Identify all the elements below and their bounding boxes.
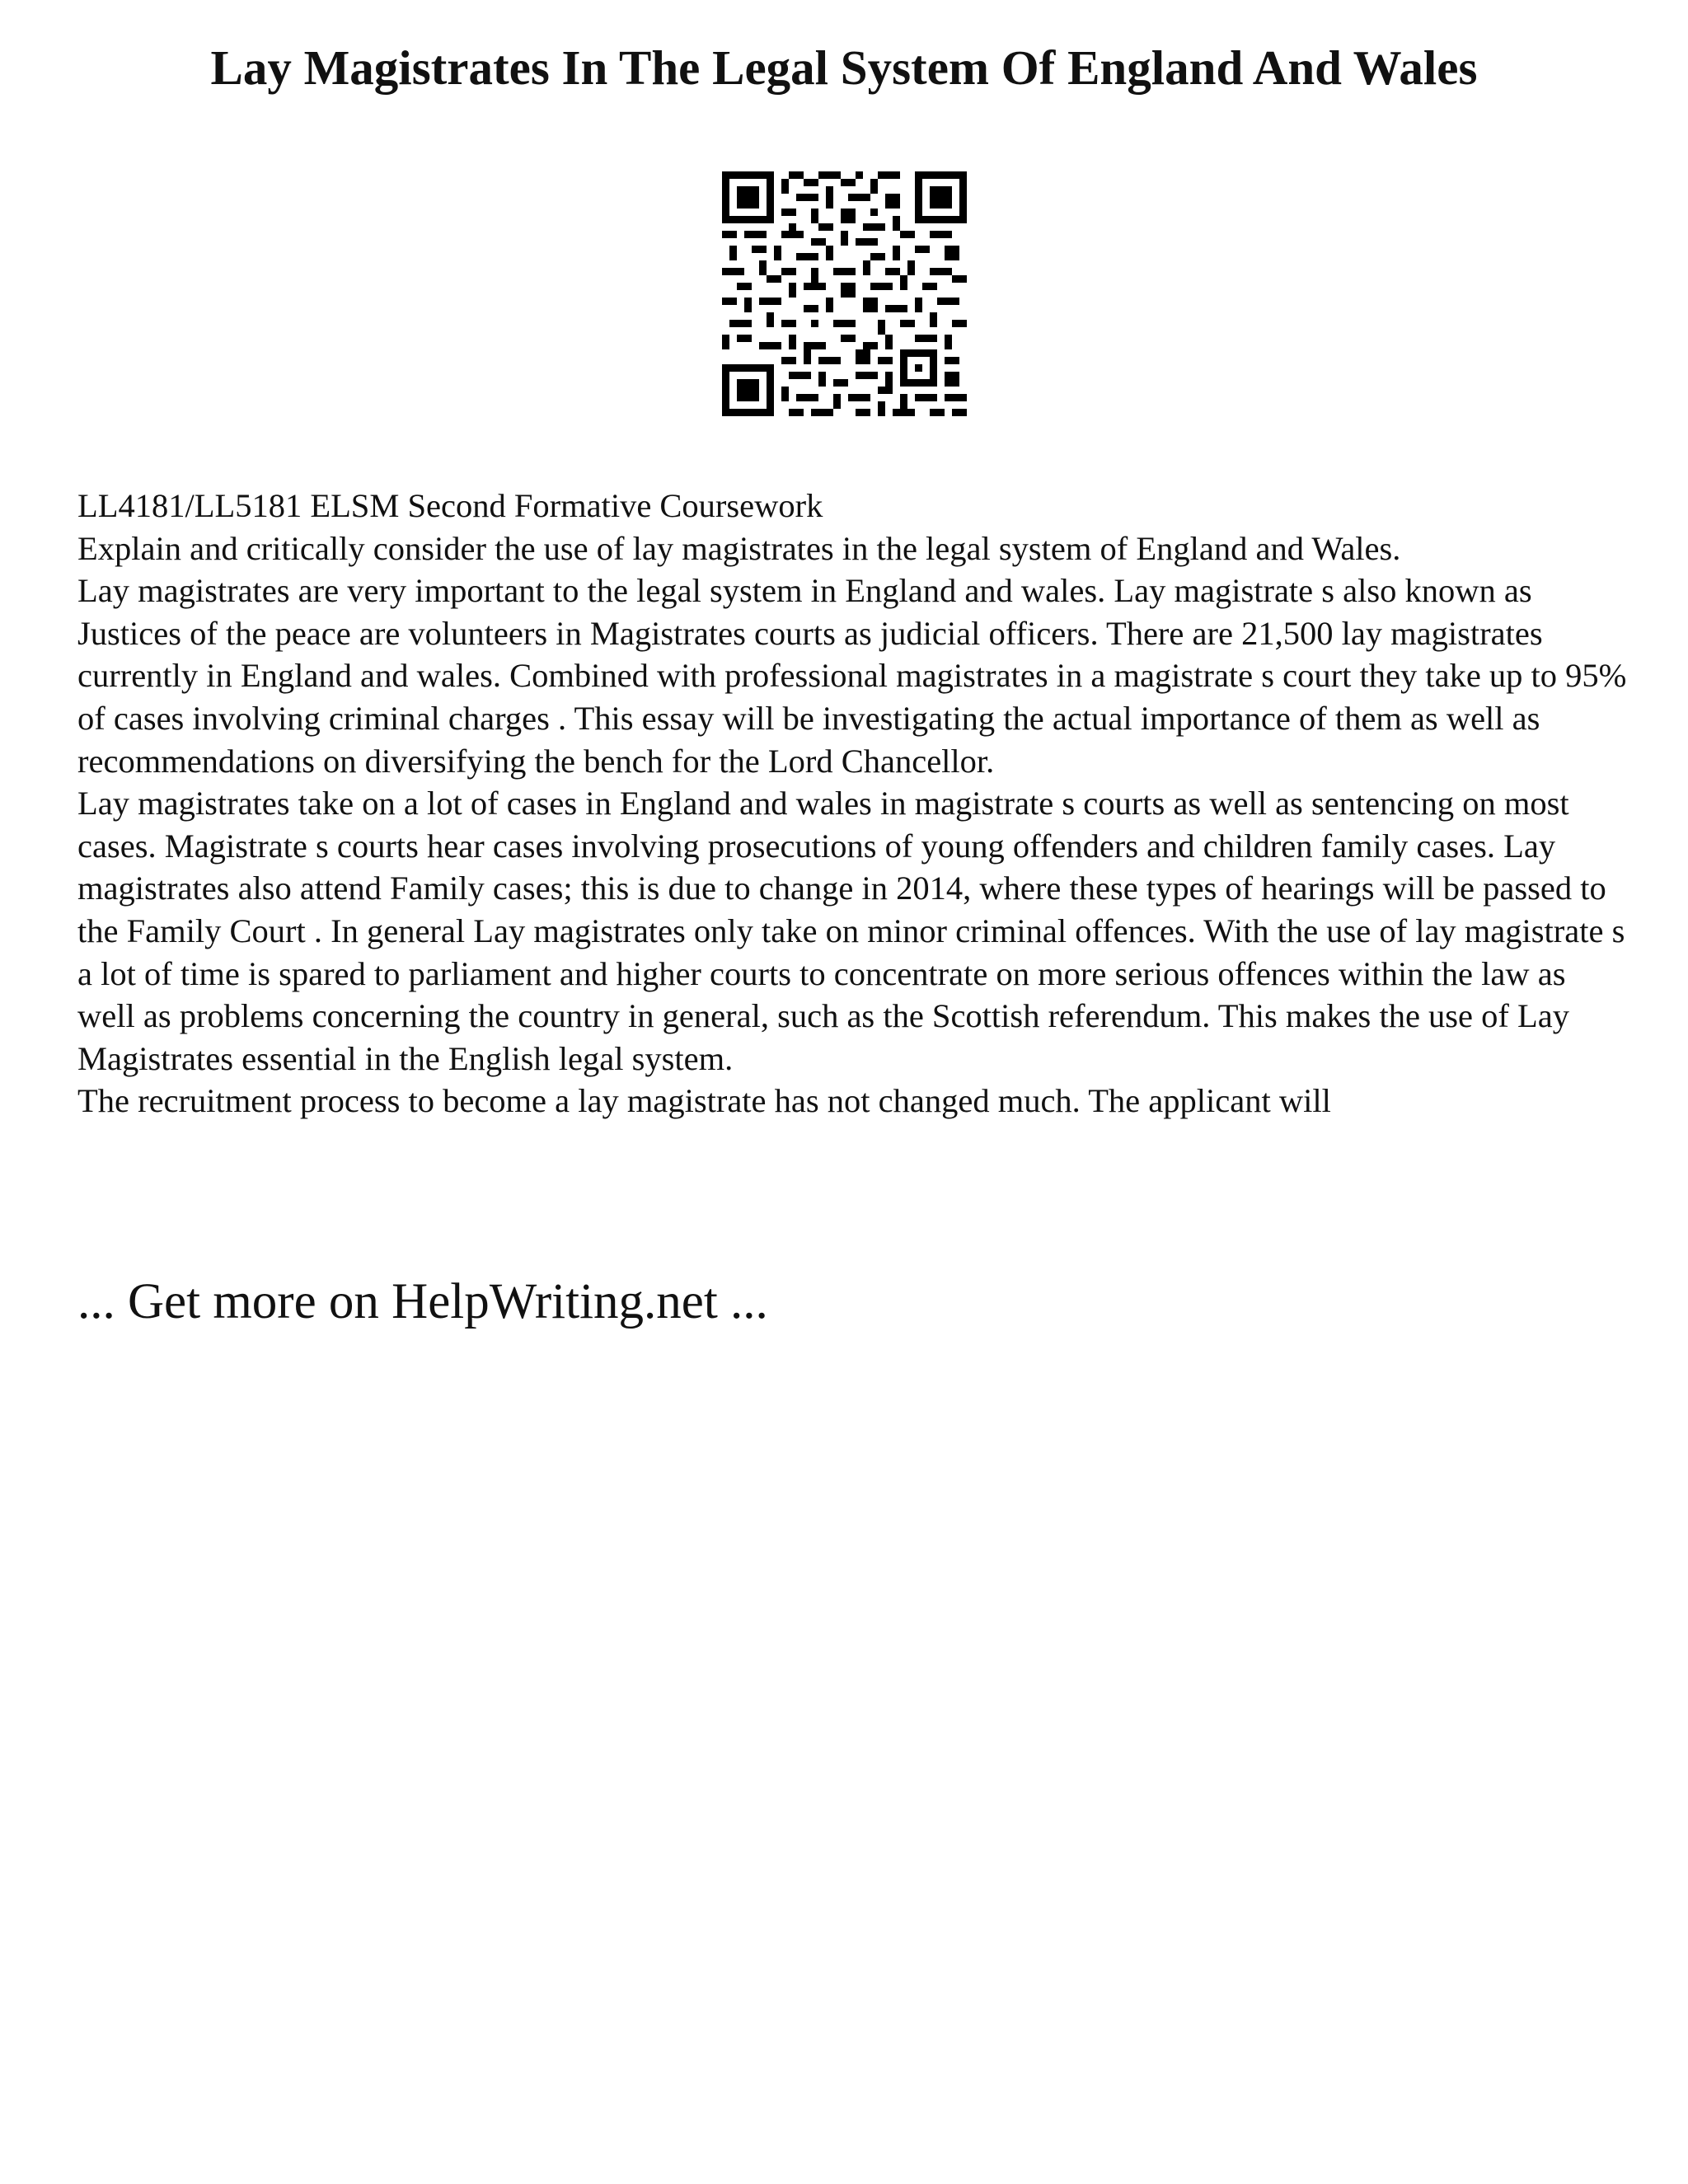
body-paragraph: The recruitment process to become a lay magistrate has not changed much. The applicant will xyxy=(77,1082,1331,1120)
body-paragraph: Lay magistrates are very important to the legal system in England and wales. Lay magistrate s also known as Justices of the peace are volunteers in Magistrates courts as judicial officers. There are 21,500 lay magistrates currently in England and wales. Combined with professional magistrates in a magistrate s court they take up to 95% of cases involving criminal charges . This essay will be investigating the actual importance of them as well as recommendations on diversifying the bench for the Lord Chancellor. xyxy=(77,572,1627,780)
document-body xyxy=(77,485,1627,1122)
essay-question: Explain and critically consider the use of lay magistrates in the legal system of England and Wales. xyxy=(77,529,1401,567)
body-paragraph: Lay magistrates take on a lot of cases in England and wales in magistrate s courts as well as sentencing on most cases. Magistrate s courts hear cases involving prosecutions of young offenders and children family cases. Lay magistrates also attend Family cases; this is due to change in 2014, where these types of hearings will be passed to the Family Court . In general Lay magistrates only take on minor criminal offences. With the use of lay magistrate s a lot of time is spared to parliament and higher courts to concentrate on more serious offences within the law as well as problems concerning the country in general, such as the Scottish referendum. This makes the use of Lay Magistrates essential in the English legal system. xyxy=(77,785,1625,1077)
qr-code-icon xyxy=(722,171,967,416)
course-heading: LL4181/LL5181 ELSM Second Formative Coursework xyxy=(77,487,823,524)
get-more-link[interactable]: ... Get more on HelpWriting.net ... xyxy=(77,1274,768,1329)
page-title: Lay Magistrates In The Legal System Of England And Wales xyxy=(210,40,1478,95)
